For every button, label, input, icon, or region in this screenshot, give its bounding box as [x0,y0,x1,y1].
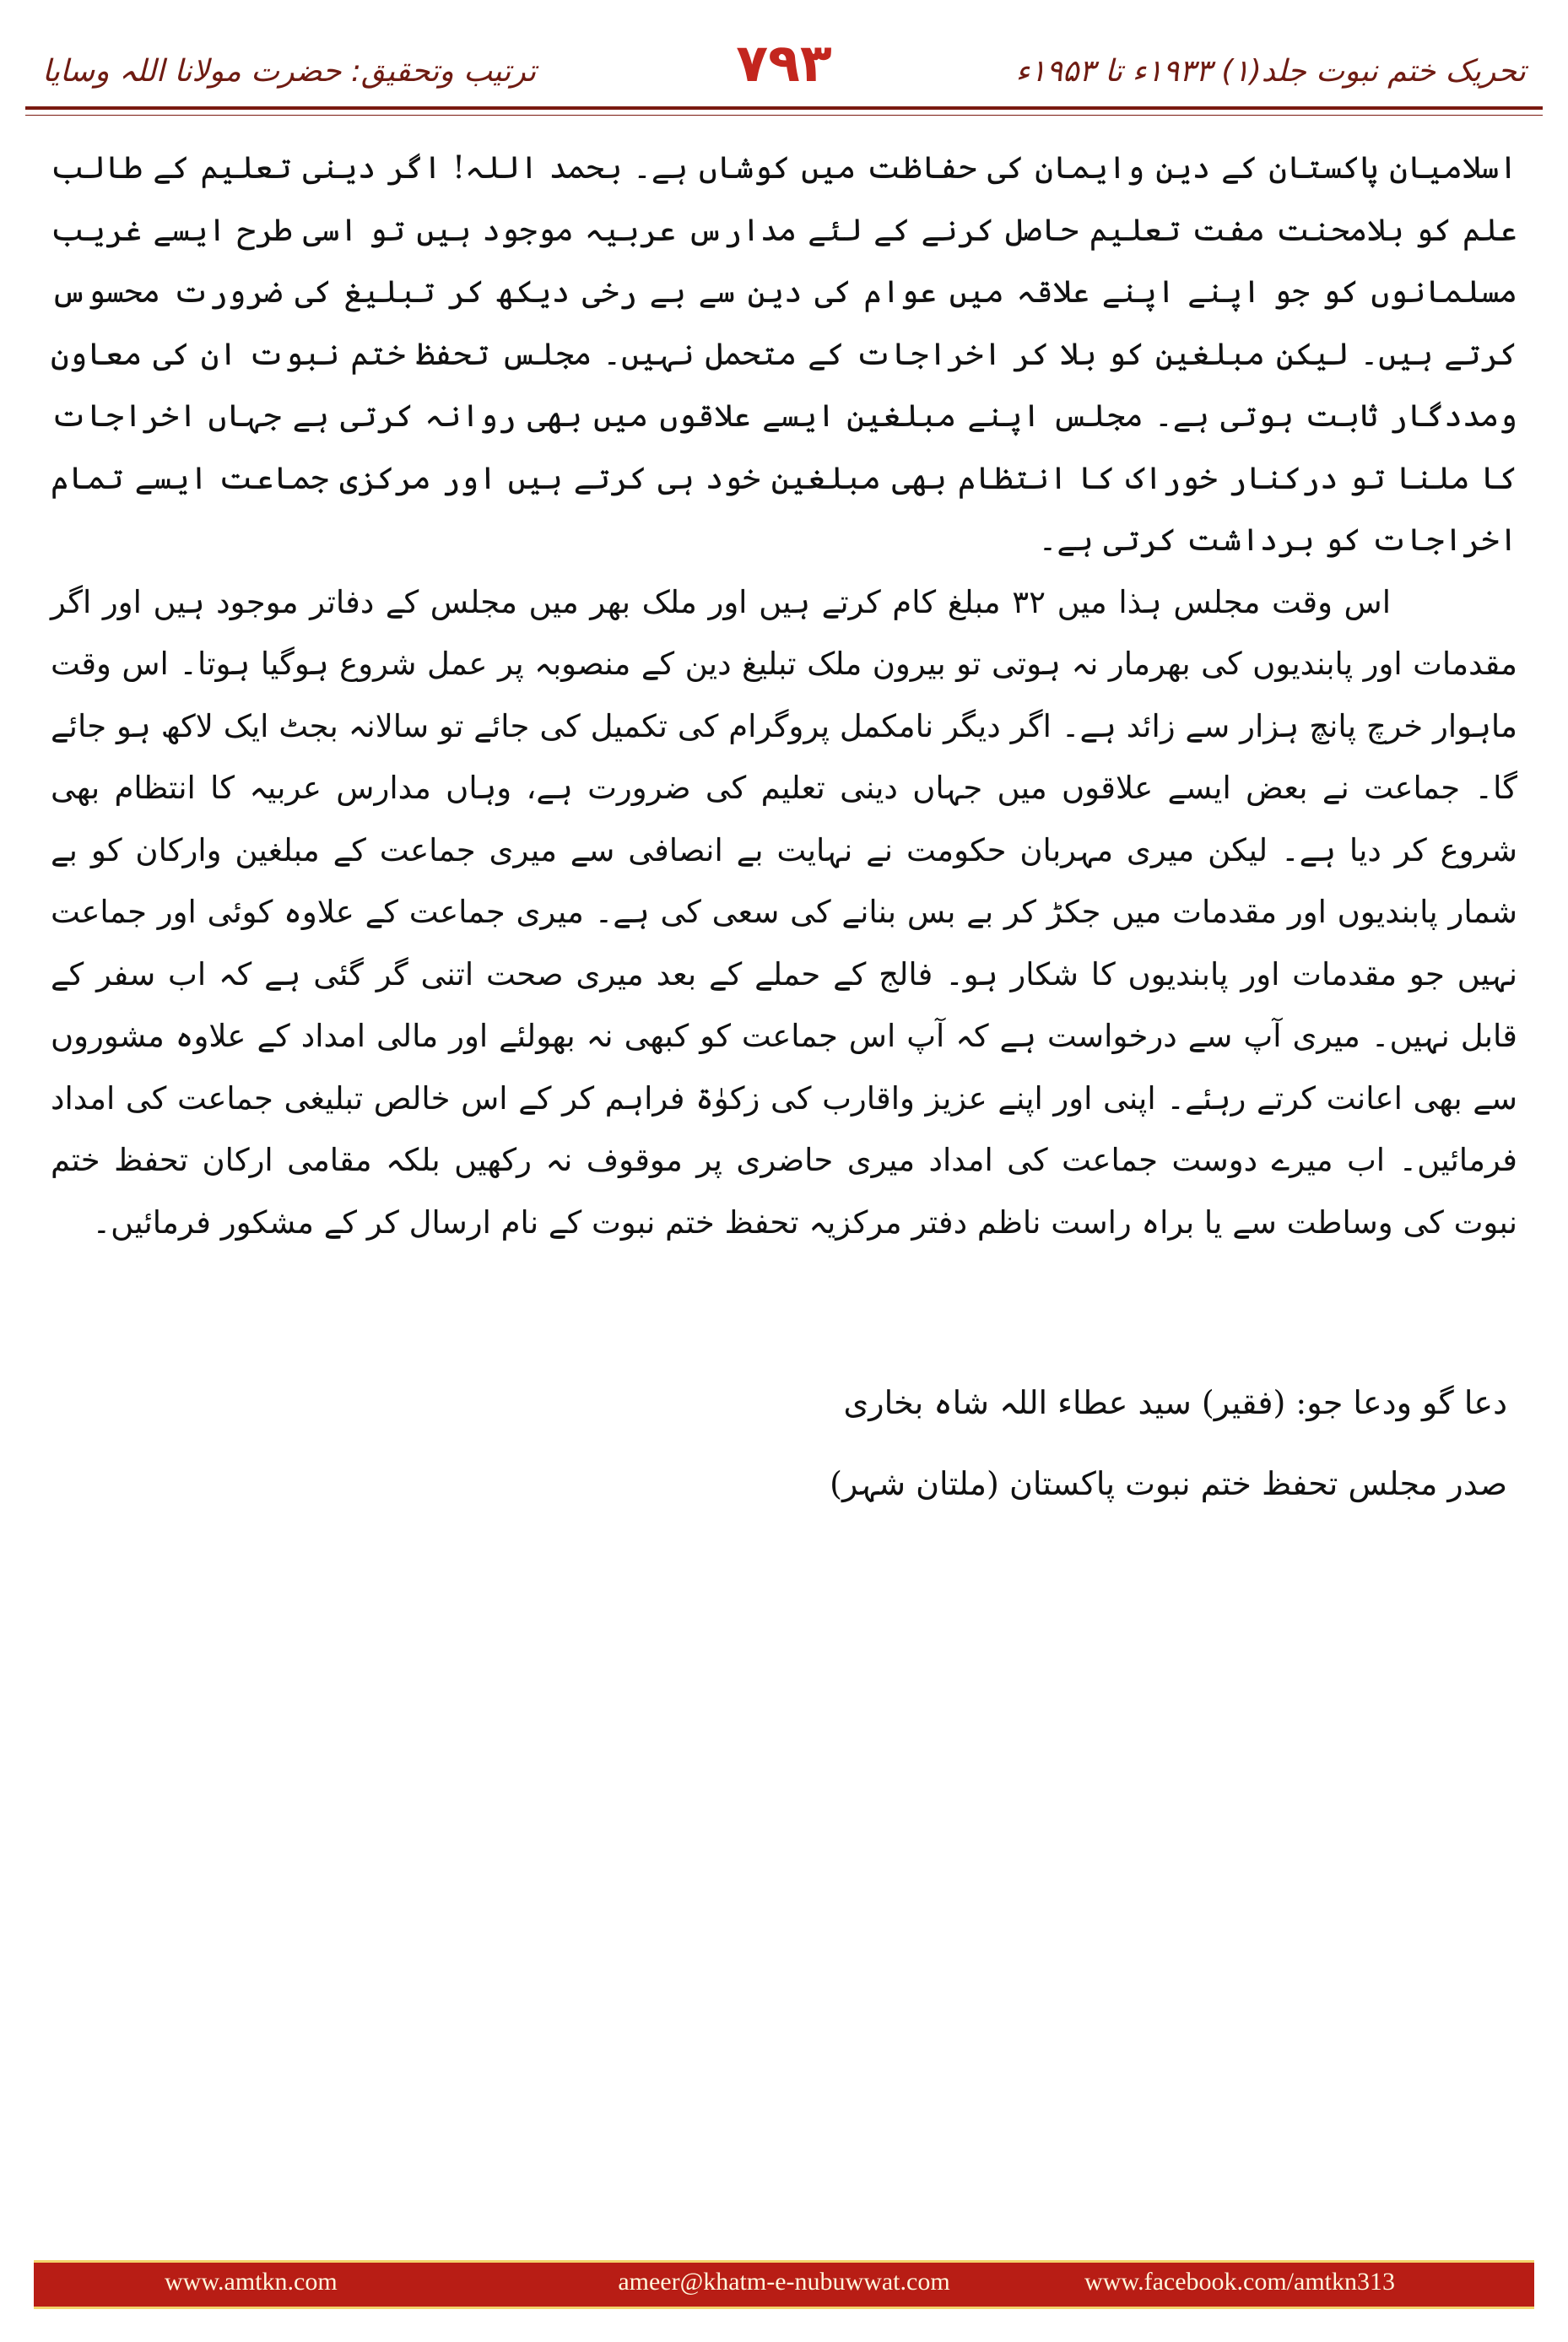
paragraph-1: اسلامیان پاکستان کے دین وایمان کی حفاظت میں کوشاں ہے۔ بحمد اللہ! اگر دینی تعلیم کے طالب علم کو بلامحنت مفت تعلیم حاصل کرنے کے لئے مدارس عربیہ موجود ہیں تو اسی طرح ایسے غریب مسلمانوں کو جو اپنے اپنے علاقہ میں عوام کی دین سے بے رخی دیکھ کر تبلیغ کی ضرورت محسوس کرتے ہیں۔ لیکن مبلغین کو بلا کر اخراجات کے متحمل نہیں۔ مجلس تحفظ ختم نبوت ان کی معاون ومددگار ثابت ہوتی ہے۔ مجلس اپنے مبلغین ایسے علاقوں میں بھی روانہ کرتی ہے جہاں اخراجات کا ملنا تو درکنار خوراک کا انتظام بھی مبلغین خود ہی کرتے ہیں اور مرکزی جماعت ایسے تمام اخراجات کو برداشت کرتی ہے۔ [51,149,1517,558]
header-divider [25,106,1543,110]
footer-website-link[interactable]: www.amtkn.com [165,2268,338,2296]
page-body [51,137,1517,1253]
paragraph-2: اس وقت مجلس ہذا میں ۳۲ مبلغ کام کرتے ہیں اور ملک بھر میں مجلس کے دفاتر موجود ہیں اور اگر مقدمات اور پابندیوں کی بھرمار نہ ہوتی تو بیرون ملک تبلیغ دین کے منصوبہ پر عمل شروع ہوگیا ہوتا۔ اس وقت ماہوار خرچ پانچ ہزار سے زائد ہے۔ اگر دیگر نامکمل پروگرام کی تکمیل کی جائے تو سالانہ بجٹ ایک لاکھ ہو جائے گا۔ جماعت نے بعض ایسے علاقوں میں جہاں دینی تعلیم کی ضرورت ہے، وہاں مدارس عربیہ کا انتظام بھی شروع کر دیا ہے۔ لیکن میری مہربان حکومت نے نہایت بے انصافی سے میری جماعت کے مبلغین وارکان کو بے شمار پابندیوں اور مقدمات میں جکڑ کر بے بس بنانے کی سعی کی ہے۔ میری جماعت کے علاوہ کوئی اور جماعت نہیں جو مقدمات اور پابندیوں کا شکار ہو۔ فالج کے حملے کے بعد میری صحت اتنی گر گئی ہے کہ اب سفر کے قابل نہیں۔ میری آپ سے درخواست ہے کہ آپ اس جماعت کو کبھی نہ بھولئے اور مالی امداد کے علاوہ مشوروں سے بھی اعانت کرتے رہئے۔ اپنی اور اپنے عزیز واقارب کی زکوٰۃ فراہم کر کے اس خالص تبلیغی جماعت کی امداد فرمائیں۔ اب میرے دوست جماعت کی امداد میری حاضری پر موقوف نہ رکھیں بلکہ مقامی ارکان تحفظ ختم نبوت کی وساطت سے یا براہ راست ناظم دفتر مرکزیہ تحفظ ختم نبوت کے نام ارسال کر کے مشکور فرمائیں۔ [51,583,1517,1241]
signature-line-2: صدر مجلس تحفظ ختم نبوت پاکستان (ملتان شہر) [830,1465,1507,1502]
page-footer [34,2260,1534,2309]
footer-facebook-link[interactable]: www.facebook.com/amtkn313 [1084,2268,1395,2296]
page-header [25,25,1543,106]
page-number: ۷۹۳ [736,32,832,94]
header-divider-thin [25,115,1543,116]
compiler-credit: ترتیب وتحقیق: حضرت مولانا اللہ وسایا [42,54,537,89]
signature-line-1: دعا گو ودعا جو: (فقیر) سید عطاء اللہ شاہ بخاری [843,1384,1507,1421]
footer-email-link[interactable]: ameer@khatm-e-nubuwwat.com [618,2268,950,2296]
book-title: تحریک ختم نبوت جلد(۱) ۱۹۳۳ء تا ۱۹۵۳ء [1015,54,1526,89]
